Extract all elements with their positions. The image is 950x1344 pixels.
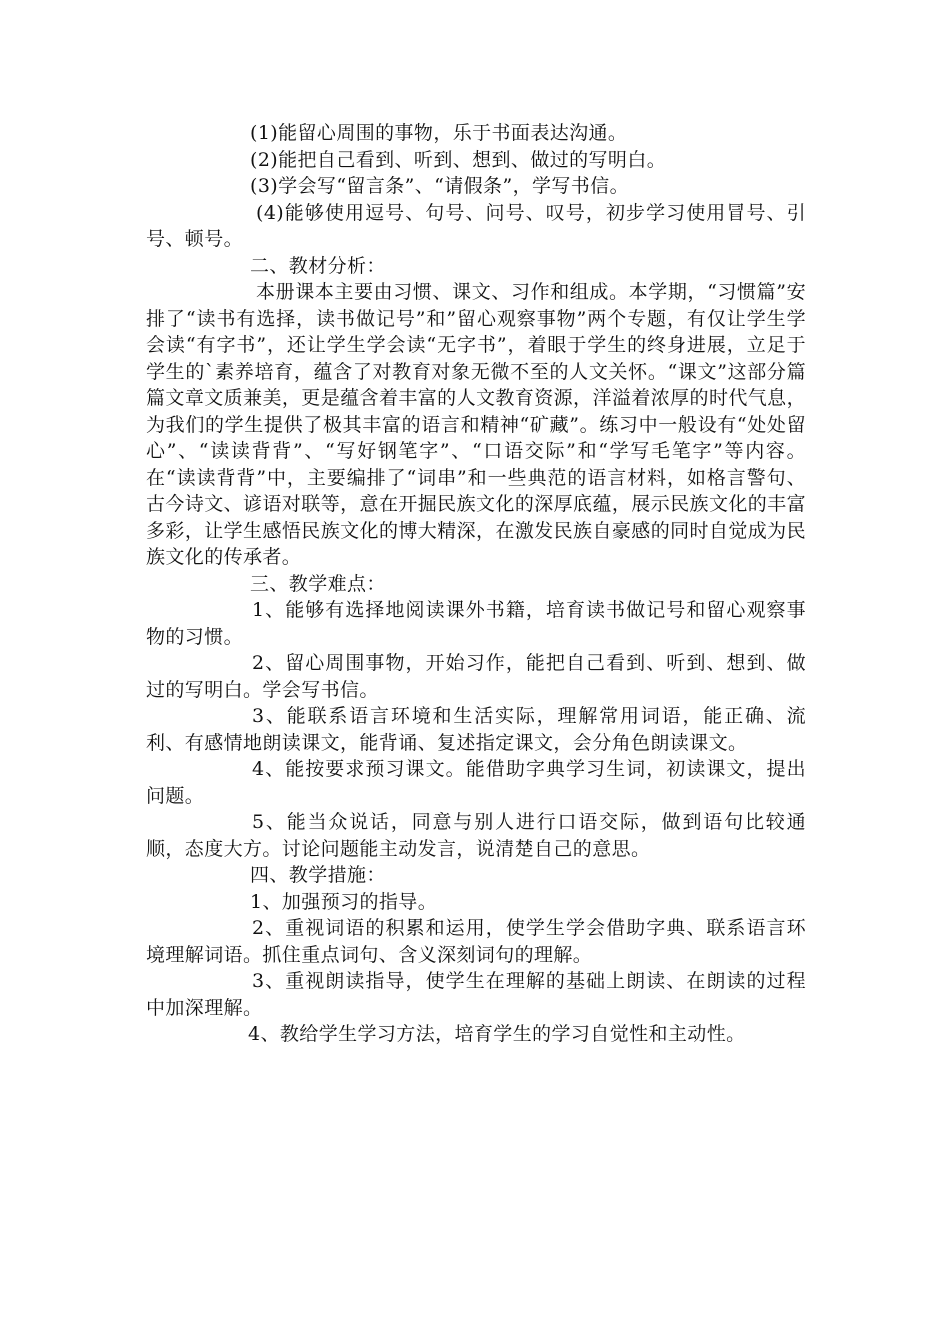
measure-item-2: 2、重视词语的积累和运用，使学生学会借助字典、联系语言环境理解词语。抓住重点词句、含义深刻词句的理解。 [146, 917, 806, 966]
document-body [146, 120, 806, 1048]
section-heading-analysis: 二、教材分析： [250, 254, 386, 277]
difficulty-item-5: 5、能当众说话，同意与别人进行口语交际，做到语句比较通顺，态度大方。讨论问题能主动发言，说清楚自己的意思。 [146, 811, 806, 860]
section-heading-difficulties: 三、教学难点： [250, 572, 386, 595]
goal-item-3: (3)学会写“留言条”、“请假条”，学写书信。 [250, 175, 629, 197]
difficulty-item-1: 1、能够有选择地阅读课外书籍，培育读书做记号和留心观察事物的习惯。 [146, 599, 806, 648]
difficulty-item-3: 3、能联系语言环境和生活实际，理解常用词语，能正确、流利、有感情地朗读课文，能背诵、复述指定课文，会分角色朗读课文。 [146, 705, 806, 754]
measure-item-1: 1、加强预习的指导。 [250, 890, 438, 913]
measure-item-3: 3、重视朗读指导，使学生在理解的基础上朗读、在朗读的过程中加深理解。 [146, 970, 806, 1019]
goal-item-4: (4)能够使用逗号、句号、问号、叹号，初步学习使用冒号、引号、顿号。 [146, 201, 806, 250]
analysis-paragraph: 本册课本主要由习惯、课文、习作和组成。本学期，“习惯篇”安排了“读书有选择，读书做记号”和”留心观察事物”两个专题，有仅让学生学会读“有字书”，还让学生学会读“无字书”，着眼于学生的终身进展，立足于学生的`素养培育，蕴含了对教育对象无微不至的人文关怀。“课文”这部分篇篇文章文质兼美，更是蕴含着丰富的人文教育资源，洋溢着浓厚的时代气息，为我们的学生提供了极其丰富的语言和精神“矿藏”。练习中一般设有“处处留心”、“读读背背”、“写好钢笔字”、“口语交际”和“学写毛笔字”等内容。在“读读背背”中，主要编排了“词串”和一些典范的语言材料，如格言警句、古今诗文、谚语对联等，意在开掘民族文化的深厚底蕴，展示民族文化的丰富多彩，让学生感悟民族文化的博大精深，在激发民族自豪感的同时自觉成为民族文化的传承者。 [146, 281, 806, 568]
difficulty-item-4: 4、能按要求预习课文。能借助字典学习生词，初读课文，提出问题。 [146, 758, 806, 807]
difficulty-item-2: 2、留心周围事物，开始习作，能把自己看到、听到、想到、做过的写明白。学会写书信。 [146, 652, 806, 701]
section-heading-measures: 四、教学措施： [250, 864, 386, 886]
goal-item-2: (2)能把自己看到、听到、想到、做过的写明白。 [250, 148, 667, 171]
goal-item-1: (1)能留心周围的事物，乐于书面表达沟通。 [250, 122, 628, 144]
measure-item-4: 4、教给学生学习方法，培育学生的学习自觉性和主动性。 [248, 1023, 746, 1045]
